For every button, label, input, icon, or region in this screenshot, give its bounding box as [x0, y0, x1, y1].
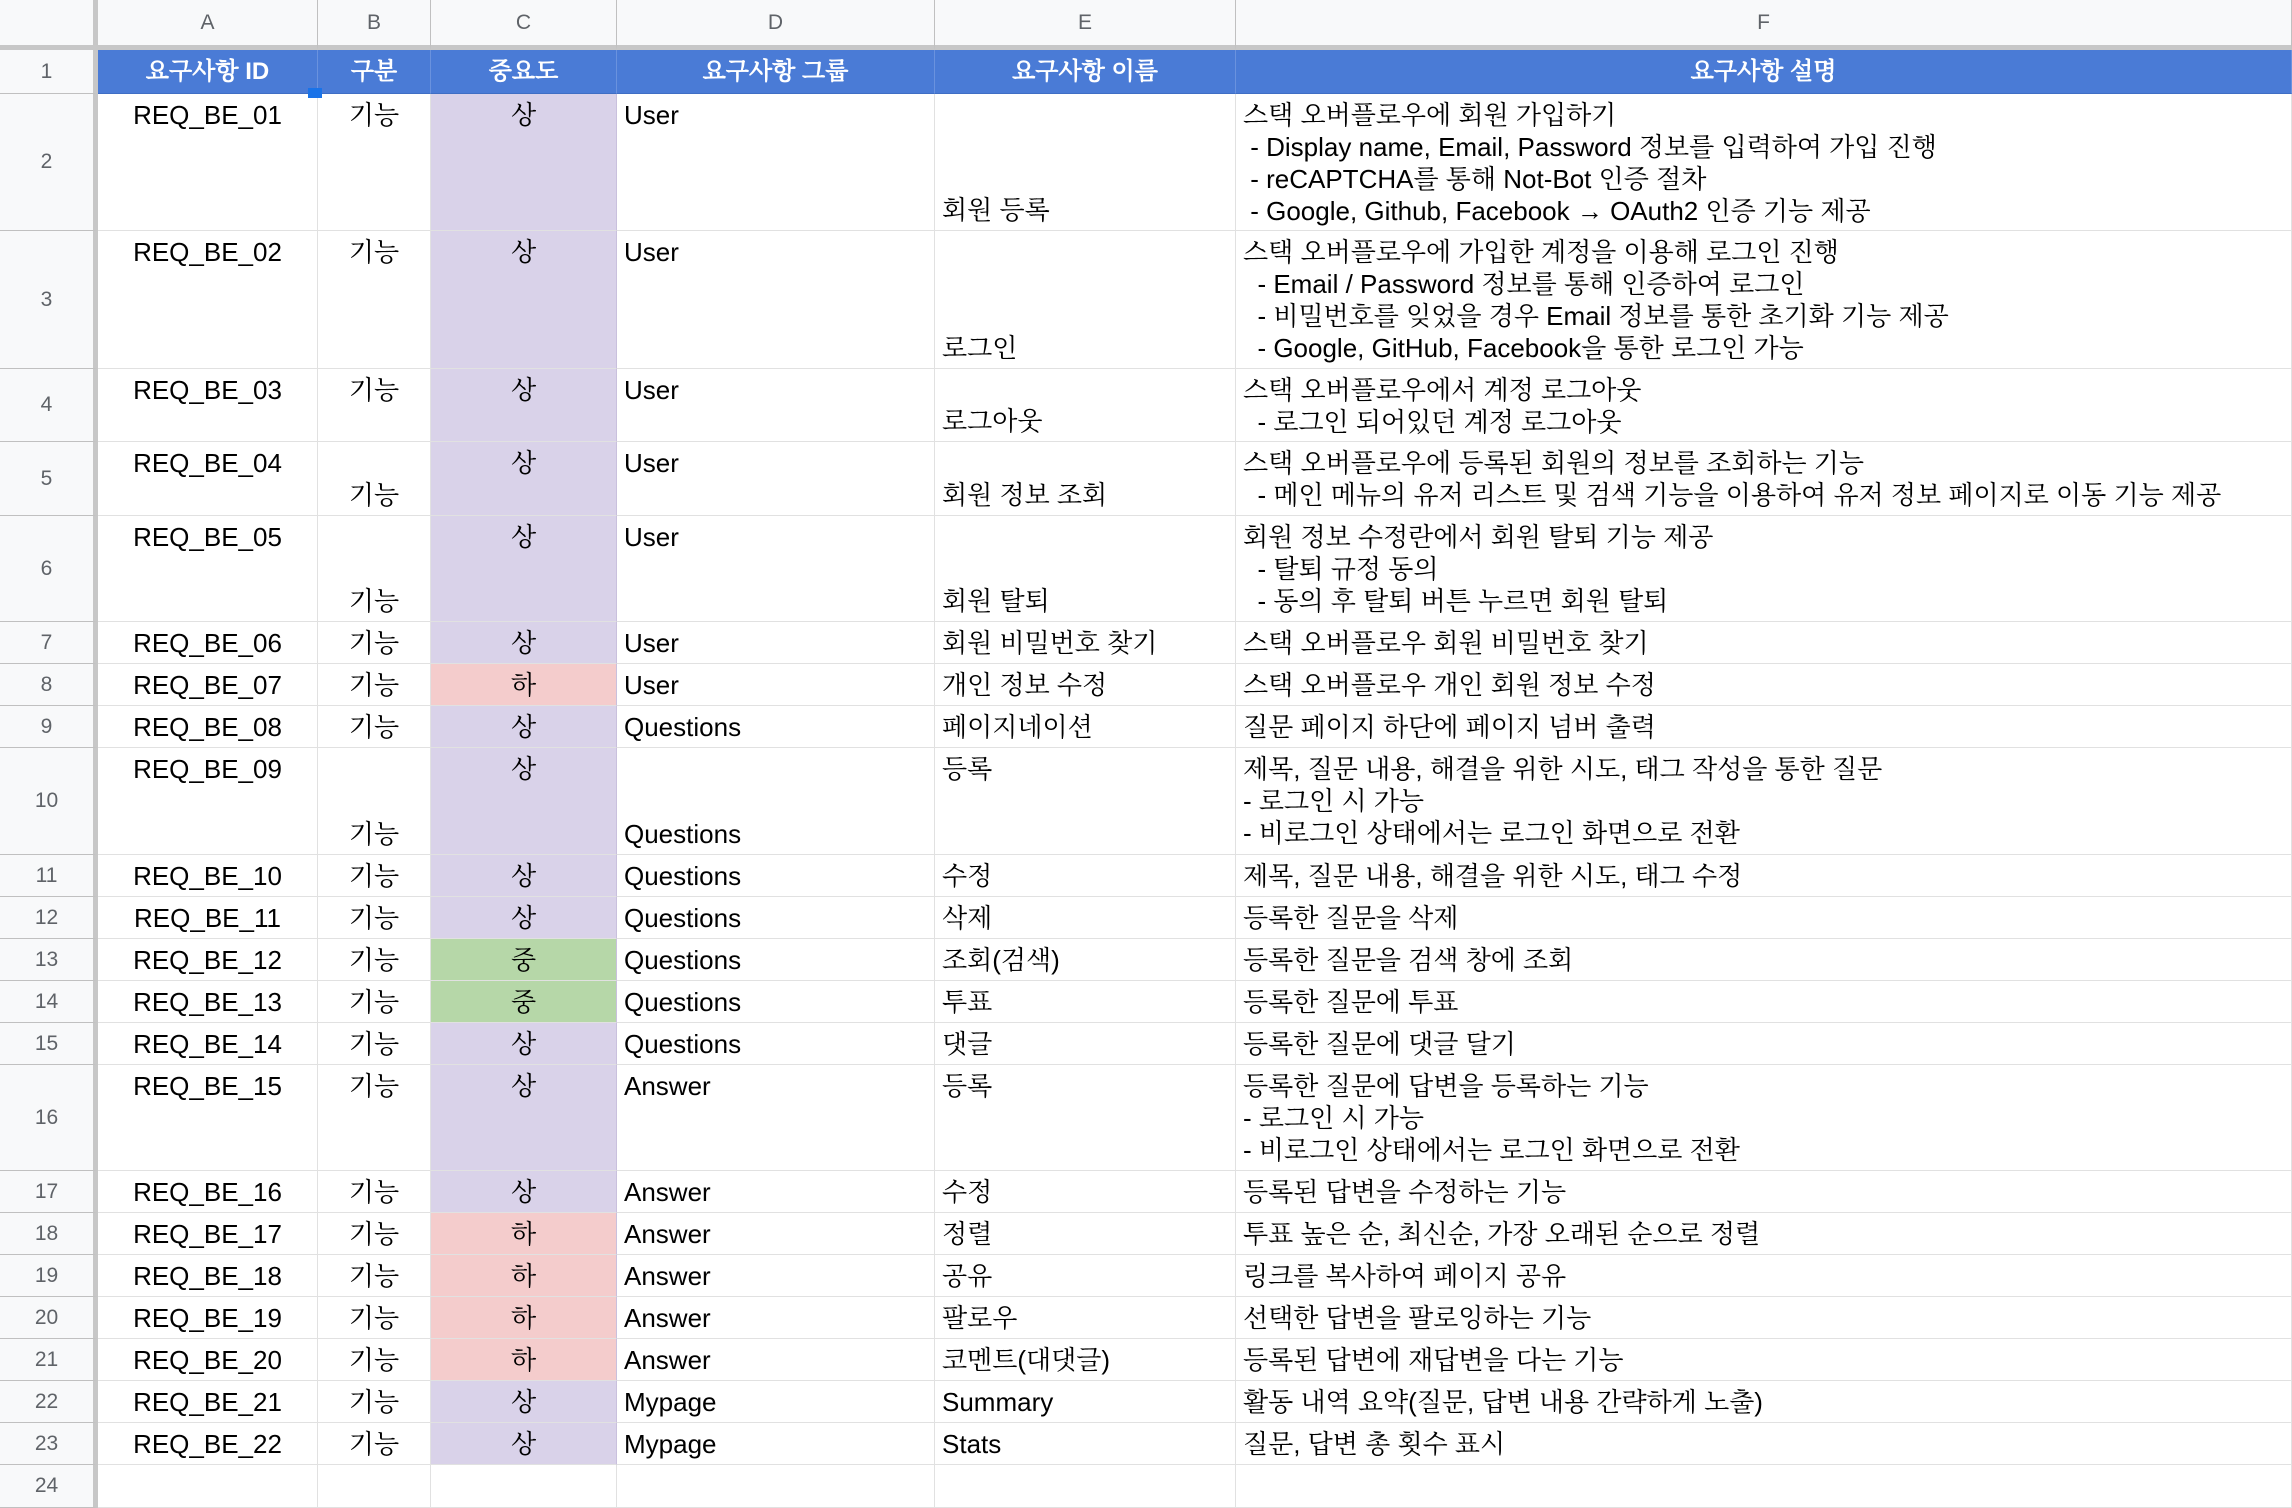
cell-type[interactable]: 기능: [318, 1381, 431, 1423]
cell-req-id[interactable]: REQ_BE_02: [98, 231, 318, 369]
cell-group[interactable]: User: [617, 622, 935, 664]
header-cell-priority[interactable]: 중요도: [431, 50, 617, 94]
cell-type[interactable]: 기능: [318, 981, 431, 1023]
row-header[interactable]: 12: [0, 897, 98, 939]
cell-group[interactable]: User: [617, 664, 935, 706]
row-header[interactable]: 9: [0, 706, 98, 748]
empty-cell[interactable]: [431, 1465, 617, 1508]
cell-group[interactable]: Questions: [617, 897, 935, 939]
cell-name[interactable]: [935, 231, 1236, 369]
header-cell-type[interactable]: 구분: [318, 50, 431, 94]
cell-priority[interactable]: 하: [431, 1297, 617, 1339]
cell-description[interactable]: 스택 오버플로우에 등록된 회원의 정보를 조회하는 기능 - 메인 메뉴의 유저 리스트 및 검색 기능을 이용하여 유저 정보 페이지로 이동 기능 제공: [1236, 442, 2292, 516]
empty-cell[interactable]: [935, 1465, 1236, 1508]
row-header[interactable]: 24: [0, 1465, 98, 1508]
selection-fill-handle[interactable]: [308, 88, 322, 98]
cell-priority[interactable]: 하: [431, 1339, 617, 1381]
cell-req-id[interactable]: REQ_BE_20: [98, 1339, 318, 1381]
cell-description[interactable]: 선택한 답변을 팔로잉하는 기능: [1236, 1297, 2292, 1339]
cell-req-id[interactable]: REQ_BE_22: [98, 1423, 318, 1465]
cell-priority[interactable]: 상: [431, 855, 617, 897]
cell-type[interactable]: 기능: [318, 939, 431, 981]
cell-name[interactable]: 삭제: [935, 897, 1236, 939]
column-header-c[interactable]: C: [431, 0, 617, 50]
cell-group[interactable]: [617, 748, 935, 855]
cell-description[interactable]: 스택 오버플로우 개인 회원 정보 수정: [1236, 664, 2292, 706]
cell-priority[interactable]: 상: [431, 1065, 617, 1171]
cell-priority[interactable]: 상: [431, 622, 617, 664]
cell-group[interactable]: Questions: [617, 939, 935, 981]
row-header[interactable]: 19: [0, 1255, 98, 1297]
cell-name[interactable]: [935, 516, 1236, 622]
cell-priority[interactable]: 중: [431, 939, 617, 981]
cell-group[interactable]: Answer: [617, 1171, 935, 1213]
cell-name[interactable]: Stats: [935, 1423, 1236, 1465]
row-header[interactable]: 2: [0, 94, 98, 231]
cell-req-id[interactable]: REQ_BE_09: [98, 748, 318, 855]
cell-name[interactable]: [935, 442, 1236, 516]
cell-priority[interactable]: 하: [431, 1255, 617, 1297]
cell-group[interactable]: Questions: [617, 981, 935, 1023]
cell-req-id[interactable]: REQ_BE_15: [98, 1065, 318, 1171]
header-cell-req-id[interactable]: 요구사항 ID: [98, 50, 318, 94]
cell-description[interactable]: 스택 오버플로우에서 계정 로그아웃 - 로그인 되어있던 계정 로그아웃: [1236, 369, 2292, 442]
cell-type[interactable]: 기능: [318, 1171, 431, 1213]
cell-description[interactable]: 제목, 질문 내용, 해결을 위한 시도, 태그 수정: [1236, 855, 2292, 897]
cell-name[interactable]: Summary: [935, 1381, 1236, 1423]
cell-description[interactable]: 등록한 질문에 답변을 등록하는 기능 - 로그인 시 가능 - 비로그인 상태에서는 로그인 화면으로 전환: [1236, 1065, 2292, 1171]
row-header[interactable]: 7: [0, 622, 98, 664]
cell-type[interactable]: 기능: [318, 1065, 431, 1171]
cell-description[interactable]: 등록한 질문에 투표: [1236, 981, 2292, 1023]
cell-priority[interactable]: 하: [431, 1213, 617, 1255]
empty-cell[interactable]: [98, 1465, 318, 1508]
cell-group[interactable]: User: [617, 516, 935, 622]
cell-text: 기능: [348, 586, 400, 616]
row-header[interactable]: 6: [0, 516, 98, 622]
cell-name[interactable]: 회원 비밀번호 찾기: [935, 622, 1236, 664]
cell-description[interactable]: 활동 내역 요약(질문, 답변 내용 간략하게 노출): [1236, 1381, 2292, 1423]
row-header[interactable]: 13: [0, 939, 98, 981]
cell-type[interactable]: 기능: [318, 1023, 431, 1065]
cell-name[interactable]: 수정: [935, 855, 1236, 897]
cell-priority[interactable]: 상: [431, 1023, 617, 1065]
cell-type[interactable]: 기능: [318, 1297, 431, 1339]
cell-priority[interactable]: 상: [431, 1423, 617, 1465]
cell-type[interactable]: 기능: [318, 622, 431, 664]
cell-description[interactable]: 스택 오버플로우에 가입한 계정을 이용해 로그인 진행 - Email / Password 정보를 통해 인증하여 로그인 - 비밀번호를 잊었을 경우 Email 정보를 통한 초기화 기능 제공 - Google, GitHub, Facebook을 통한 로그인 가능: [1236, 231, 2292, 369]
cell-req-id[interactable]: REQ_BE_03: [98, 369, 318, 442]
cell-priority[interactable]: 상: [431, 94, 617, 231]
cell-name[interactable]: 투표: [935, 981, 1236, 1023]
cell-type[interactable]: 기능: [318, 664, 431, 706]
cell-group[interactable]: Questions: [617, 855, 935, 897]
cell-priority[interactable]: 상: [431, 748, 617, 855]
cell-text: 로그인: [942, 333, 1018, 363]
cell-type[interactable]: 기능: [318, 1423, 431, 1465]
cell-req-id[interactable]: REQ_BE_14: [98, 1023, 318, 1065]
cell-name[interactable]: [935, 94, 1236, 231]
header-cell-description[interactable]: 요구사항 설명: [1236, 50, 2292, 94]
column-header-d[interactable]: D: [617, 0, 935, 50]
cell-description[interactable]: 회원 정보 수정란에서 회원 탈퇴 기능 제공 - 탈퇴 규정 동의 - 동의 후 탈퇴 버튼 누르면 회원 탈퇴: [1236, 516, 2292, 622]
column-header-e[interactable]: E: [935, 0, 1236, 50]
cell-text: 기능: [348, 819, 400, 849]
cell-text: 회원 탈퇴: [942, 586, 1050, 616]
cell-req-id[interactable]: REQ_BE_06: [98, 622, 318, 664]
cell-type[interactable]: [318, 748, 431, 855]
cell-text: 로그아웃: [942, 406, 1043, 436]
cell-req-id[interactable]: REQ_BE_01: [98, 94, 318, 231]
cell-name[interactable]: 팔로우: [935, 1297, 1236, 1339]
cell-name[interactable]: 조회(검색): [935, 939, 1236, 981]
row-header[interactable]: 18: [0, 1213, 98, 1255]
cell-group[interactable]: Answer: [617, 1297, 935, 1339]
cell-group[interactable]: Answer: [617, 1213, 935, 1255]
cell-priority[interactable]: 중: [431, 981, 617, 1023]
empty-cell[interactable]: [1236, 1465, 2292, 1508]
row-header[interactable]: 16: [0, 1065, 98, 1171]
row-header[interactable]: 17: [0, 1171, 98, 1213]
cell-text: 기능: [348, 480, 400, 510]
cell-priority[interactable]: 상: [431, 442, 617, 516]
cell-name[interactable]: 등록: [935, 1065, 1236, 1171]
cell-text: Questions: [624, 819, 742, 849]
cell-description[interactable]: 투표 높은 순, 최신순, 가장 오래된 순으로 정렬: [1236, 1213, 2292, 1255]
cell-type[interactable]: 기능: [318, 855, 431, 897]
cell-req-id[interactable]: REQ_BE_08: [98, 706, 318, 748]
cell-group[interactable]: Questions: [617, 706, 935, 748]
cell-description[interactable]: 질문, 답변 총 횟수 표시: [1236, 1423, 2292, 1465]
row-header[interactable]: 20: [0, 1297, 98, 1339]
cell-group[interactable]: Answer: [617, 1065, 935, 1171]
cell-type[interactable]: 기능: [318, 1255, 431, 1297]
cell-name[interactable]: 등록: [935, 748, 1236, 855]
column-header-a[interactable]: A: [98, 0, 318, 50]
row-header[interactable]: 11: [0, 855, 98, 897]
cell-name[interactable]: 공유: [935, 1255, 1236, 1297]
cell-req-id[interactable]: REQ_BE_05: [98, 516, 318, 622]
row-header[interactable]: 14: [0, 981, 98, 1023]
cell-priority[interactable]: 상: [431, 369, 617, 442]
row-header[interactable]: 8: [0, 664, 98, 706]
cell-type[interactable]: 기능: [318, 706, 431, 748]
cell-name[interactable]: 수정: [935, 1171, 1236, 1213]
cell-description[interactable]: 등록한 질문을 검색 창에 조회: [1236, 939, 2292, 981]
cell-group[interactable]: User: [617, 369, 935, 442]
header-cell-name[interactable]: 요구사항 이름: [935, 50, 1236, 94]
cell-description[interactable]: 제목, 질문 내용, 해결을 위한 시도, 태그 작성을 통한 질문 - 로그인 시 가능 - 비로그인 상태에서는 로그인 화면으로 전환: [1236, 748, 2292, 855]
cell-req-id[interactable]: REQ_BE_19: [98, 1297, 318, 1339]
cell-description[interactable]: 등록된 답변을 수정하는 기능: [1236, 1171, 2292, 1213]
cell-type[interactable]: 기능: [318, 94, 431, 231]
header-cell-group[interactable]: 요구사항 그룹: [617, 50, 935, 94]
row-header[interactable]: 1: [0, 50, 98, 94]
row-header[interactable]: 23: [0, 1423, 98, 1465]
cell-description[interactable]: 스택 오버플로우에 회원 가입하기 - Display name, Email, Password 정보를 입력하여 가입 진행 - reCAPTCHA를 통해 Not-Bot 인증 절차 - Google, Github, Facebook → OAuth2 인증 기능 제공: [1236, 94, 2292, 231]
cell-req-id[interactable]: REQ_BE_10: [98, 855, 318, 897]
row-header[interactable]: 3: [0, 231, 98, 369]
cell-priority[interactable]: 상: [431, 231, 617, 369]
cell-description[interactable]: 등록된 답변에 재답변을 다는 기능: [1236, 1339, 2292, 1381]
cell-priority[interactable]: 상: [431, 706, 617, 748]
column-header-b[interactable]: B: [318, 0, 431, 50]
cell-name[interactable]: 댓글: [935, 1023, 1236, 1065]
row-header[interactable]: 5: [0, 442, 98, 516]
cell-priority[interactable]: 상: [431, 1171, 617, 1213]
cell-req-id[interactable]: REQ_BE_12: [98, 939, 318, 981]
row-header[interactable]: 4: [0, 369, 98, 442]
cell-group[interactable]: Mypage: [617, 1423, 935, 1465]
column-header-f[interactable]: F: [1236, 0, 2292, 50]
cell-type[interactable]: 기능: [318, 1339, 431, 1381]
select-all-corner[interactable]: [0, 0, 98, 50]
cell-type[interactable]: 기능: [318, 897, 431, 939]
cell-group[interactable]: User: [617, 231, 935, 369]
empty-cell[interactable]: [318, 1465, 431, 1508]
cell-name[interactable]: 개인 정보 수정: [935, 664, 1236, 706]
cell-name[interactable]: 코멘트(대댓글): [935, 1339, 1236, 1381]
cell-req-id[interactable]: REQ_BE_04: [98, 442, 318, 516]
cell-priority[interactable]: 상: [431, 897, 617, 939]
cell-group[interactable]: Mypage: [617, 1381, 935, 1423]
cell-text: 회원 등록: [942, 195, 1050, 225]
cell-name[interactable]: 정렬: [935, 1213, 1236, 1255]
row-header[interactable]: 21: [0, 1339, 98, 1381]
cell-group[interactable]: User: [617, 94, 935, 231]
cell-req-id[interactable]: REQ_BE_18: [98, 1255, 318, 1297]
cell-text: 회원 정보 조회: [942, 480, 1108, 510]
cell-type[interactable]: [318, 516, 431, 622]
cell-name[interactable]: [935, 369, 1236, 442]
cell-description[interactable]: 링크를 복사하여 페이지 공유: [1236, 1255, 2292, 1297]
cell-req-id[interactable]: REQ_BE_11: [98, 897, 318, 939]
cell-type[interactable]: 기능: [318, 1213, 431, 1255]
cell-name[interactable]: 페이지네이션: [935, 706, 1236, 748]
cell-group[interactable]: Answer: [617, 1255, 935, 1297]
cell-req-id[interactable]: REQ_BE_17: [98, 1213, 318, 1255]
row-header[interactable]: 10: [0, 748, 98, 855]
cell-type[interactable]: 기능: [318, 231, 431, 369]
cell-type[interactable]: [318, 442, 431, 516]
cell-group[interactable]: User: [617, 442, 935, 516]
cell-priority[interactable]: 상: [431, 516, 617, 622]
row-header[interactable]: 22: [0, 1381, 98, 1423]
cell-req-id[interactable]: REQ_BE_16: [98, 1171, 318, 1213]
cell-req-id[interactable]: REQ_BE_07: [98, 664, 318, 706]
empty-cell[interactable]: [617, 1465, 935, 1508]
cell-group[interactable]: Questions: [617, 1023, 935, 1065]
cell-description[interactable]: 등록한 질문에 댓글 달기: [1236, 1023, 2292, 1065]
cell-req-id[interactable]: REQ_BE_21: [98, 1381, 318, 1423]
cell-description[interactable]: 등록한 질문을 삭제: [1236, 897, 2292, 939]
cell-type[interactable]: 기능: [318, 369, 431, 442]
cell-description[interactable]: 스택 오버플로우 회원 비밀번호 찾기: [1236, 622, 2292, 664]
cell-group[interactable]: Answer: [617, 1339, 935, 1381]
cell-priority[interactable]: 하: [431, 664, 617, 706]
cell-req-id[interactable]: REQ_BE_13: [98, 981, 318, 1023]
cell-description[interactable]: 질문 페이지 하단에 페이지 넘버 출력: [1236, 706, 2292, 748]
row-header[interactable]: 15: [0, 1023, 98, 1065]
cell-priority[interactable]: 상: [431, 1381, 617, 1423]
